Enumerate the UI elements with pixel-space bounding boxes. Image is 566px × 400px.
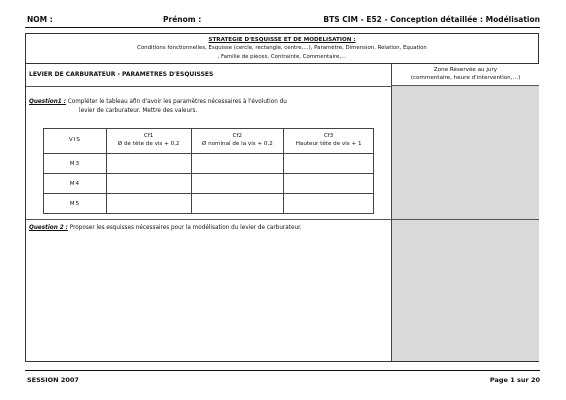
question-2-text: Proposer les esquisses nécessaires pour la modélisation du levier de carburateur. bbox=[69, 225, 302, 231]
col-header-cf2 bbox=[191, 129, 284, 154]
vis-cell: M5 bbox=[44, 194, 107, 214]
cf1-name: Cf1 bbox=[143, 133, 154, 140]
footer-rule bbox=[25, 370, 540, 371]
session-label: SESSION 2007 bbox=[27, 376, 79, 384]
cf2-input-cell[interactable] bbox=[191, 194, 284, 214]
page-number: Page 1 sur 20 bbox=[489, 376, 540, 384]
table-header-row bbox=[44, 129, 374, 154]
cf3-input-cell[interactable] bbox=[284, 154, 374, 174]
question-divider bbox=[26, 219, 539, 220]
strategy-title: STRATEGIE D'ESQUISSE ET DE MODELISATION : bbox=[208, 37, 356, 43]
col-header-cf1 bbox=[106, 129, 191, 154]
question-1 bbox=[29, 98, 287, 115]
section-divider bbox=[26, 86, 391, 87]
strategy-box bbox=[25, 33, 539, 64]
cf1-input-cell[interactable] bbox=[106, 154, 191, 174]
cf3-desc: Hauteur tête de vis + 1 bbox=[295, 141, 362, 147]
question-2-label: Question 2 : bbox=[29, 225, 68, 231]
cf2-name: Cf2 bbox=[232, 133, 243, 140]
exam-title: BTS CIM - E52 - Conception détaillée : Modélisation bbox=[323, 15, 540, 24]
jury-title: Zone Réservée au jury bbox=[433, 67, 498, 73]
vis-cell: M3 bbox=[44, 154, 107, 174]
jury-header bbox=[392, 64, 539, 86]
strategy-line-2: , Famille de pièces, Contrainte, Commentaire,… bbox=[217, 54, 347, 61]
parameter-table bbox=[43, 128, 374, 214]
table-row bbox=[44, 154, 374, 174]
cf1-desc: Ø de tête de vis + 0,2 bbox=[117, 141, 180, 147]
question-1-line-2: levier de carburateur. Mettre des valeurs. bbox=[79, 107, 198, 114]
cf1-input-cell[interactable] bbox=[106, 194, 191, 214]
cf1-input-cell[interactable] bbox=[106, 174, 191, 194]
table-row bbox=[44, 174, 374, 194]
strategy-line-1: Conditions fonctionnelles, Esquisse (cercle, rectangle, centre,…), Paramètre, Dimension, Relation, Equation bbox=[137, 45, 427, 51]
table-row bbox=[44, 194, 374, 214]
header-rule bbox=[25, 27, 540, 28]
cf3-input-cell[interactable] bbox=[284, 174, 374, 194]
section-title: LEVIER DE CARBURATEUR - PARAMETRES D'ESQUISSES bbox=[29, 71, 214, 78]
question-1-label: Question1 : bbox=[29, 99, 66, 105]
cf2-input-cell[interactable] bbox=[191, 154, 284, 174]
page-header bbox=[25, 13, 540, 27]
col-header-vis: VIS bbox=[44, 129, 107, 154]
jury-zone bbox=[391, 64, 539, 361]
jury-subtitle: (commentaire, heure d'intervention,…) bbox=[410, 75, 521, 81]
cf2-input-cell[interactable] bbox=[191, 174, 284, 194]
cf2-desc: Ø nominal de la vis + 0,2 bbox=[201, 141, 273, 147]
nom-label: NOM : bbox=[27, 15, 53, 24]
vis-cell: M4 bbox=[44, 174, 107, 194]
cf3-input-cell[interactable] bbox=[284, 194, 374, 214]
col-header-cf3 bbox=[284, 129, 374, 154]
cf3-name: Cf3 bbox=[323, 133, 334, 140]
question-1-line-1: Compléter le tableau afin d'avoir les paramètres nécessaires à l'évolution du bbox=[67, 99, 287, 105]
prenom-label: Prénom : bbox=[163, 15, 202, 24]
question-2 bbox=[29, 224, 302, 233]
answer-frame bbox=[25, 63, 539, 362]
